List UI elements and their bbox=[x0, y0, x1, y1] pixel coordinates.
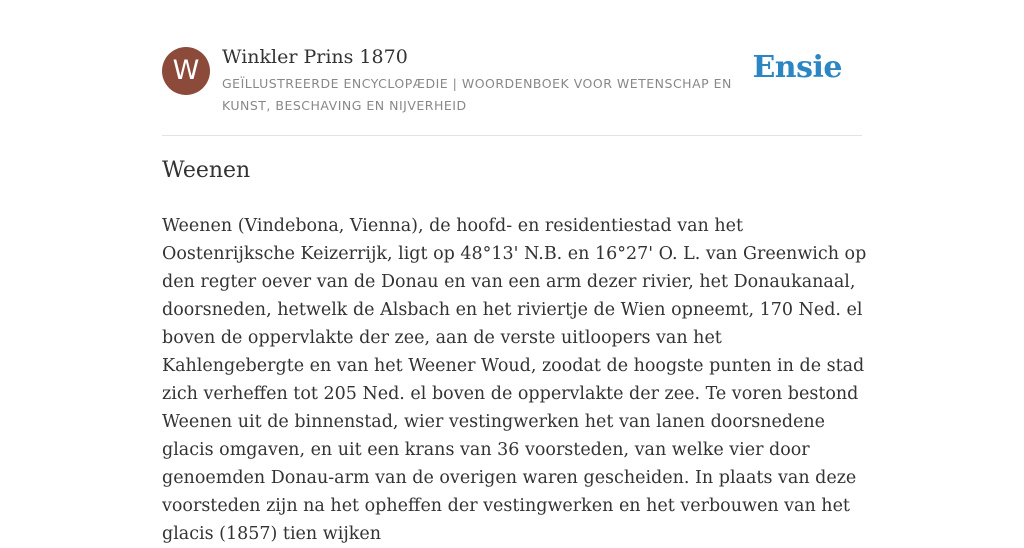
avatar[interactable]: W bbox=[162, 47, 210, 95]
divider bbox=[162, 135, 862, 136]
source-header bbox=[162, 47, 862, 135]
source-title[interactable]: Winkler Prins 1870 bbox=[222, 46, 408, 68]
article-body: Weenen (Vindebona, Vienna), de hoofd- en residentiestad van het Oostenrijksche Keizerrijk, ligt op 48°13' N.B. en 16°27' O. L. van Greenwich op den regter oever van de Donau en van een arm dezer rivier, het Donaukanaal, doorsneden, hetwelk de Alsbach en het riviertje de Wien opneemt, 170 Ned. el boven de oppervlakte der zee, aan de verste uitloopers van het Kahlengebergte en van het Weener Woud, zoodat de hoogste punten in de stad zich verheffen tot 205 Ned. el boven de oppervlakte der zee. Te voren bestond Weenen uit de binnenstad, wier vestingwerken het van lanen doorsnedene glacis omgaven, en uit een krans van 36 voorsteden, van welke vier door genoemden Donau-arm van de overigen waren gescheiden. In plaats van deze voorsteden zijn na het opheffen der vestingwerken en het verbouwen van het glacis (1857) tien wijken bbox=[162, 216, 867, 544]
ensie-logo-link[interactable]: Ensie bbox=[752, 50, 842, 85]
article-title: Weenen bbox=[162, 158, 251, 183]
source-subtitle: GEÏLLUSTREERDE ENCYCLOPÆDIE | WOORDENBOEK VOOR WETENSCHAP EN KUNST, BESCHAVING EN NIJVERHEID bbox=[222, 76, 732, 113]
